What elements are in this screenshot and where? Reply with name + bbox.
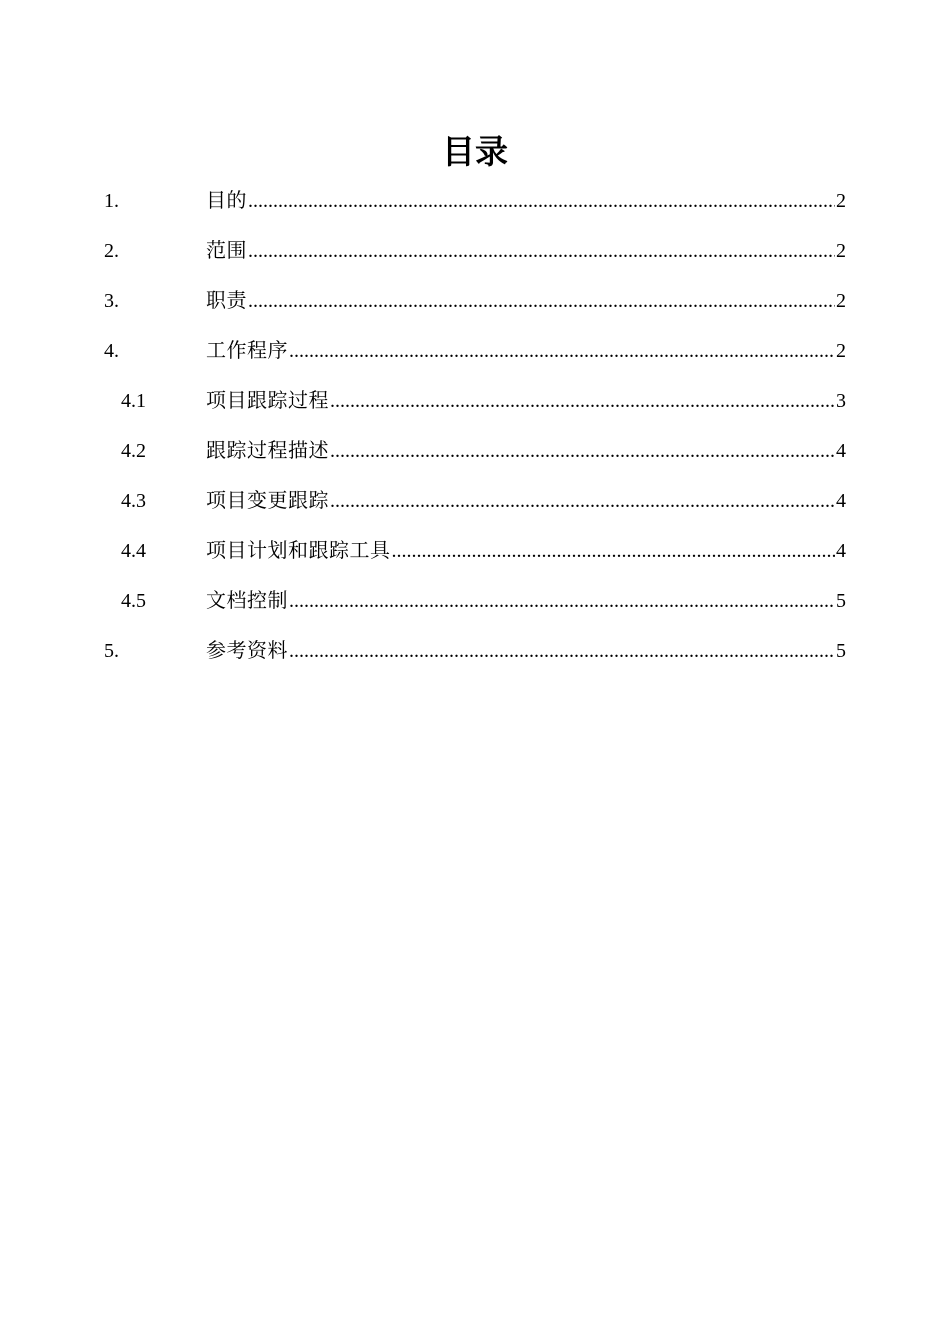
toc-entry-number: 3. xyxy=(104,290,119,312)
toc-entry-number: 4.3 xyxy=(121,490,146,512)
toc-entry-leader xyxy=(206,488,846,514)
toc-entry-scope[interactable] xyxy=(0,226,950,276)
toc-dot-leader xyxy=(330,388,835,414)
toc-dot-leader xyxy=(392,538,836,564)
toc-entry-text: 项目变更跟踪 xyxy=(206,490,329,512)
toc-entry-purpose[interactable] xyxy=(0,176,950,226)
toc-entry-references[interactable] xyxy=(0,626,950,676)
toc-entry-leader xyxy=(206,238,846,264)
toc-dot-leader xyxy=(248,288,835,314)
toc-entry-text: 目的 xyxy=(206,190,247,212)
toc-entry-page: 4 xyxy=(836,440,846,462)
toc-entry-page: 2 xyxy=(836,290,846,312)
toc-entry-page: 2 xyxy=(836,190,846,212)
toc-dot-leader xyxy=(248,238,835,264)
toc-entry-document-control[interactable] xyxy=(0,576,950,626)
toc-entry-number: 4.1 xyxy=(121,390,146,412)
toc-entry-leader xyxy=(206,288,846,314)
toc-entry-text: 项目跟踪过程 xyxy=(206,390,329,412)
toc-title: 目录 xyxy=(442,132,508,171)
toc-entry-text: 跟踪过程描述 xyxy=(206,440,329,462)
toc-entry-tracking-process[interactable] xyxy=(0,376,950,426)
toc-entry-text: 工作程序 xyxy=(206,340,288,362)
toc-entry-leader xyxy=(206,638,846,664)
toc-entry-page: 2 xyxy=(836,340,846,362)
toc-entry-page: 5 xyxy=(836,640,846,662)
toc-entry-number: 2. xyxy=(104,240,119,262)
toc-entry-leader xyxy=(206,438,846,464)
toc-entry-page: 4 xyxy=(836,490,846,512)
toc-entry-number: 5. xyxy=(104,640,119,662)
toc-entry-responsibilities[interactable] xyxy=(0,276,950,326)
toc-entry-process-description[interactable] xyxy=(0,426,950,476)
toc-entry-page: 5 xyxy=(836,590,846,612)
toc-entry-number: 1. xyxy=(104,190,119,212)
toc-entry-leader xyxy=(206,538,846,564)
toc-dot-leader xyxy=(289,588,835,614)
toc-entry-text: 文档控制 xyxy=(206,590,288,612)
toc-dot-leader xyxy=(330,438,835,464)
toc-entry-page: 4 xyxy=(836,540,846,562)
toc-entry-text: 参考资料 xyxy=(206,640,288,662)
toc-entry-number: 4.2 xyxy=(121,440,146,462)
toc-entry-number: 4. xyxy=(104,340,119,362)
toc-dot-leader xyxy=(289,638,835,664)
toc-entry-leader xyxy=(206,588,846,614)
toc-entry-leader xyxy=(206,338,846,364)
toc-list xyxy=(0,176,950,676)
toc-dot-leader xyxy=(248,188,835,214)
toc-entry-number: 4.5 xyxy=(121,590,146,612)
toc-entry-text: 职责 xyxy=(206,290,247,312)
toc-entry-work-procedure[interactable] xyxy=(0,326,950,376)
toc-entry-text: 项目计划和跟踪工具 xyxy=(206,540,391,562)
toc-entry-text: 范围 xyxy=(206,240,247,262)
toc-entry-leader xyxy=(206,188,846,214)
toc-dot-leader xyxy=(289,338,835,364)
toc-entry-leader xyxy=(206,388,846,414)
toc-entry-page: 3 xyxy=(836,390,846,412)
toc-entry-page: 2 xyxy=(836,240,846,262)
toc-dot-leader xyxy=(330,488,835,514)
toc-entry-number: 4.4 xyxy=(121,540,146,562)
toc-entry-change-tracking[interactable] xyxy=(0,476,950,526)
toc-entry-planning-tools[interactable] xyxy=(0,526,950,576)
